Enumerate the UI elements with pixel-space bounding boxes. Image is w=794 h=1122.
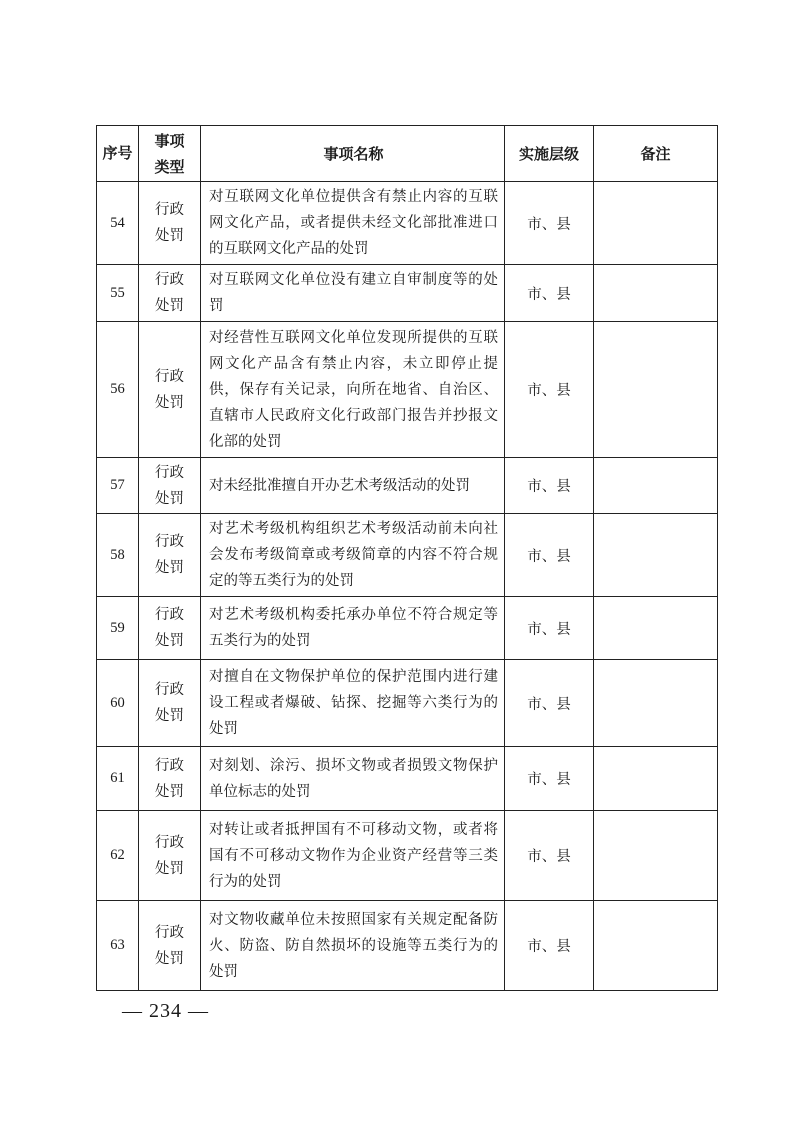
table-row bbox=[97, 660, 718, 747]
row-type: 行政处罚 bbox=[139, 597, 201, 660]
row-no: 56 bbox=[97, 322, 139, 458]
row-level: 市、县 bbox=[505, 747, 594, 811]
row-type: 行政处罚 bbox=[139, 811, 201, 901]
row-name: 对互联网文化单位提供含有禁止内容的互联网文化产品，或者提供未经文化部批准进口的互联网文化产品的处罚 bbox=[201, 182, 505, 265]
header-name: 事项名称 bbox=[201, 126, 505, 182]
row-no: 63 bbox=[97, 901, 139, 991]
row-name: 对未经批准擅自开办艺术考级活动的处罚 bbox=[201, 458, 505, 514]
row-level: 市、县 bbox=[505, 514, 594, 597]
row-remark bbox=[594, 458, 718, 514]
row-name: 对互联网文化单位没有建立自审制度等的处罚 bbox=[201, 265, 505, 322]
row-remark bbox=[594, 514, 718, 597]
table-row bbox=[97, 811, 718, 901]
table-row bbox=[97, 265, 718, 322]
row-level: 市、县 bbox=[505, 458, 594, 514]
row-level: 市、县 bbox=[505, 660, 594, 747]
header-type: 事项类型 bbox=[139, 126, 201, 182]
header-level: 实施层级 bbox=[505, 126, 594, 182]
header-row bbox=[97, 126, 718, 182]
row-remark bbox=[594, 747, 718, 811]
row-name: 对经营性互联网文化单位发现所提供的互联网文化产品含有禁止内容，未立即停止提供，保存有关记录，向所在地省、自治区、直辖市人民政府文化行政部门报告并抄报文化部的处罚 bbox=[201, 322, 505, 458]
table-row bbox=[97, 322, 718, 458]
table-row bbox=[97, 182, 718, 265]
row-remark bbox=[594, 597, 718, 660]
row-no: 58 bbox=[97, 514, 139, 597]
row-no: 57 bbox=[97, 458, 139, 514]
row-no: 55 bbox=[97, 265, 139, 322]
table-row bbox=[97, 747, 718, 811]
row-level: 市、县 bbox=[505, 182, 594, 265]
row-no: 61 bbox=[97, 747, 139, 811]
row-type: 行政处罚 bbox=[139, 458, 201, 514]
row-name: 对艺术考级机构委托承办单位不符合规定等五类行为的处罚 bbox=[201, 597, 505, 660]
header-remark: 备注 bbox=[594, 126, 718, 182]
row-name: 对擅自在文物保护单位的保护范围内进行建设工程或者爆破、钻探、挖掘等六类行为的处罚 bbox=[201, 660, 505, 747]
row-level: 市、县 bbox=[505, 265, 594, 322]
row-no: 54 bbox=[97, 182, 139, 265]
row-level: 市、县 bbox=[505, 597, 594, 660]
row-name: 对刻划、涂污、损坏文物或者损毁文物保护单位标志的处罚 bbox=[201, 747, 505, 811]
matter-table bbox=[96, 125, 718, 991]
row-type: 行政处罚 bbox=[139, 322, 201, 458]
row-name: 对艺术考级机构组织艺术考级活动前未向社会发布考级简章或考级简章的内容不符合规定的等五类行为的处罚 bbox=[201, 514, 505, 597]
row-remark bbox=[594, 265, 718, 322]
row-level: 市、县 bbox=[505, 901, 594, 991]
row-remark bbox=[594, 182, 718, 265]
row-level: 市、县 bbox=[505, 811, 594, 901]
row-name: 对转让或者抵押国有不可移动文物，或者将国有不可移动文物作为企业资产经营等三类行为的处罚 bbox=[201, 811, 505, 901]
row-name: 对文物收藏单位未按照国家有关规定配备防火、防盗、防自然损坏的设施等五类行为的处罚 bbox=[201, 901, 505, 991]
table-row bbox=[97, 597, 718, 660]
page-number: — 234 — bbox=[122, 1000, 209, 1022]
row-type: 行政处罚 bbox=[139, 265, 201, 322]
row-type: 行政处罚 bbox=[139, 747, 201, 811]
row-remark bbox=[594, 322, 718, 458]
table-row bbox=[97, 458, 718, 514]
row-no: 62 bbox=[97, 811, 139, 901]
row-type: 行政处罚 bbox=[139, 660, 201, 747]
row-type: 行政处罚 bbox=[139, 182, 201, 265]
row-remark bbox=[594, 901, 718, 991]
table-row bbox=[97, 901, 718, 991]
row-no: 60 bbox=[97, 660, 139, 747]
table-row bbox=[97, 514, 718, 597]
header-no: 序号 bbox=[97, 126, 139, 182]
row-no: 59 bbox=[97, 597, 139, 660]
row-remark bbox=[594, 660, 718, 747]
row-type: 行政处罚 bbox=[139, 901, 201, 991]
row-type: 行政处罚 bbox=[139, 514, 201, 597]
row-level: 市、县 bbox=[505, 322, 594, 458]
row-remark bbox=[594, 811, 718, 901]
